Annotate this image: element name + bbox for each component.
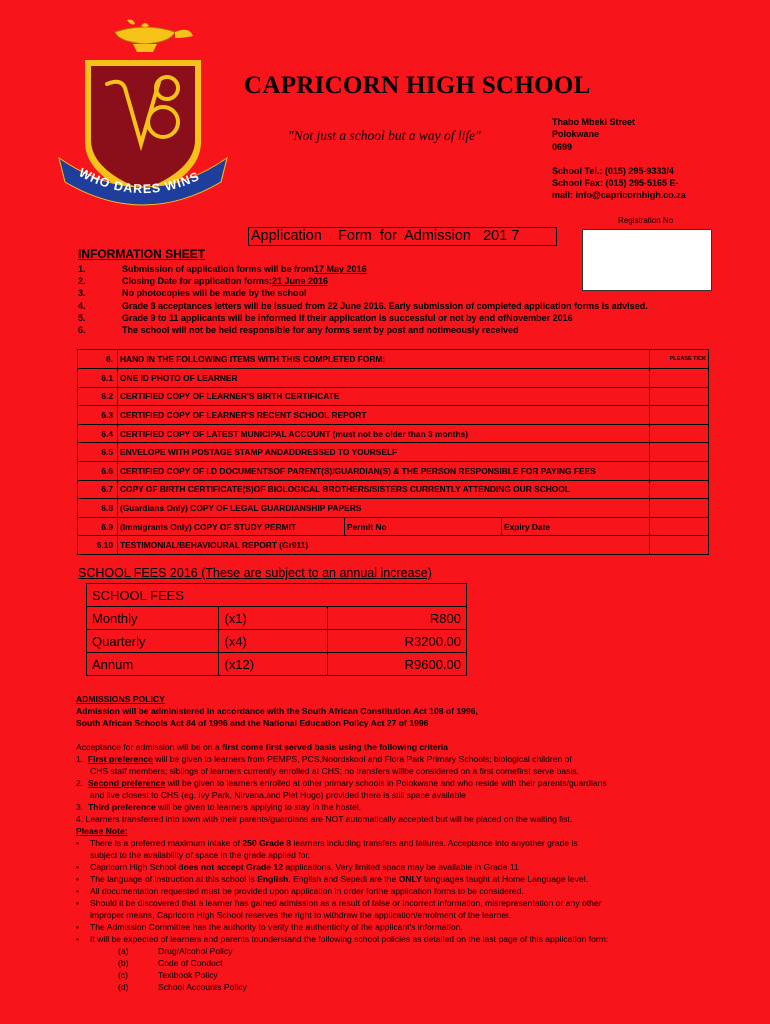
- note-text: The language of instruction at this school is: [90, 874, 258, 884]
- policy-list-item: [76, 981, 696, 993]
- row-number: 6.7: [78, 480, 118, 499]
- contact-line: School Tel.: (015) 295-9333/4: [552, 165, 674, 176]
- table-row: [78, 424, 709, 443]
- school-fees-table: [86, 583, 467, 676]
- item-text: No photocopies will be made by the school: [122, 288, 307, 299]
- policy-name: Drug/Alcohol Policy: [158, 946, 233, 956]
- table-row: [78, 443, 709, 462]
- item-text: Submission of application forms will be from: [122, 264, 315, 274]
- note-text: applications. Very limited space may be available in Grade 11: [282, 862, 519, 872]
- fee-period: Annum: [87, 653, 219, 676]
- checklist-heading: HAND IN THE FOLLOWING ITEMS WITH THIS COMPLETED FORM:: [118, 350, 650, 369]
- note-item: [76, 837, 696, 849]
- item-text: The school will not be held responsible for any forms sent by post and notimeously received: [122, 324, 519, 335]
- preference-label: Second preference: [87, 778, 166, 788]
- policy-line: Admission will be administered in accordance with the South African Constitution Act 108 of 1996,: [76, 706, 478, 716]
- table-row: [87, 607, 467, 630]
- preference-text: will be given to learners enrolled at other primary schools in Polokwane and who reside with their parents/guardians: [165, 778, 607, 788]
- tick-box[interactable]: [650, 480, 709, 499]
- fee-amount: R9600.00: [328, 653, 467, 676]
- fees-table-title: SCHOOL FEES: [87, 584, 467, 607]
- item-date: 21 June 2016: [272, 276, 329, 287]
- note-item: • The Admission Committee has the authority to verify the authenticity of the applicant's information.: [76, 921, 696, 933]
- criteria-text: Acceptance for admission will be on a: [76, 742, 223, 752]
- address-line: 0699: [552, 141, 573, 152]
- tick-column-label: PLEASE TICK: [650, 350, 709, 369]
- fee-period: Quarterly: [87, 630, 219, 653]
- preference-3: 3. Third preference will be given to learners applying to stay in the hostel.: [76, 802, 362, 812]
- list-item: [78, 301, 718, 313]
- tick-box[interactable]: [650, 443, 709, 462]
- item-number: 4.: [78, 300, 86, 311]
- table-row: [78, 350, 709, 369]
- information-sheet-heading: INFORMATION SHEET: [78, 247, 206, 261]
- item-number: 2.: [78, 276, 86, 287]
- policy-name: Textbook Policy: [158, 970, 218, 980]
- address-line: Thabo Mbeki Street: [552, 117, 636, 127]
- item-text: Grade 9 to 11 applicants will be informed if their application is successful or not by end ofNovember 2016: [122, 312, 573, 323]
- tick-box[interactable]: [650, 517, 709, 536]
- form-title: Application Form for Admission 201 7: [248, 227, 557, 246]
- policy-list-item: [76, 957, 696, 969]
- tick-box[interactable]: [650, 424, 709, 443]
- note-text: languages taught at Home Language level.: [421, 874, 588, 884]
- policy-list-item: [76, 969, 696, 981]
- list-item: [78, 264, 718, 276]
- row-number: 6.9: [78, 517, 118, 536]
- row-text: CERTIFIED COPY OF LATEST MUNICIPAL ACCOUNT (must not be older than 3 months): [118, 424, 650, 443]
- table-row: [78, 387, 709, 406]
- row-number: 6.3: [78, 406, 118, 425]
- preference-1: 1. First preference will be given to learners from PEMPS, PCS,Noordskool and Flora Park Primary Schools; biological children of: [76, 754, 572, 764]
- item-text: Closing Date for application forms:: [122, 276, 273, 287]
- row-text: (Guardians Only) COPY OF LEGAL GUARDIANSHIP PAPERS: [118, 499, 650, 518]
- preference-label: First preference: [87, 754, 153, 764]
- permit-number-field[interactable]: Permit No: [345, 517, 502, 536]
- admissions-heading: ADMISSIONS POLICY: [76, 694, 165, 704]
- contact-line: School Fax: (015) 295-5165 E-: [552, 178, 679, 189]
- tick-box[interactable]: [650, 499, 709, 518]
- row-number: 6.1: [78, 369, 118, 388]
- preference-label: Third preference: [87, 802, 156, 812]
- note-text: learners including transfers and failures. Acceptance into anyother grade is: [291, 838, 578, 848]
- note-bold: does not accept Grade 12: [178, 862, 283, 872]
- table-row: [87, 584, 467, 607]
- item-date: 17 May 2016: [314, 264, 367, 274]
- item-number: 1.: [78, 264, 86, 274]
- address-line: Polokwane: [552, 129, 600, 140]
- policy-line: South African Schools Act 84 of 1996 and the National Education Policy Act 27 of 1996: [76, 718, 429, 728]
- school-name: CAPRICORN HIGH SCHOOL: [244, 72, 591, 99]
- admissions-policy: [76, 693, 696, 993]
- tick-box[interactable]: [650, 406, 709, 425]
- tick-box[interactable]: [650, 461, 709, 480]
- row-number: 6.8: [78, 499, 118, 518]
- item-text: Grade 8 acceptances letters will be issued from 22 June 2016. Early submission of completed application forms is advised.: [122, 300, 648, 311]
- table-row: [78, 369, 709, 388]
- note-text: . English and Sepedi are the: [288, 874, 399, 884]
- fee-multiplier: (x4): [219, 630, 328, 653]
- please-note-label: Please Note:: [76, 826, 128, 836]
- table-row: [78, 406, 709, 425]
- row-text: COPY OF BIRTH CERTIFICATE(S)OF BIOLOGICAL BROTHERS/SISTERS CURRENTLY ATTENDING OUR SCHOOL: [118, 480, 650, 499]
- row-text: ONE ID PHOTO OF LEARNER: [118, 369, 650, 388]
- preference-2: 2. Second preference will be given to learners enrolled at other primary schools in Polokwane and who reside with their parents/guardians: [76, 778, 607, 788]
- list-item: [78, 288, 718, 300]
- school-address: [552, 116, 686, 202]
- table-row: [87, 653, 467, 676]
- policy-label: (a): [118, 946, 129, 956]
- preference-4: 4. Learners transferred into town with their parents/guardians are NOT automatically accepted but will be placed on the waiting list.: [76, 814, 573, 824]
- lamp-icon: [115, 20, 193, 53]
- preference-2-cont: and live closest to CHS (eg. Ivy Park, Nirvana,and Piet Hugo) provided there is still space available: [90, 790, 466, 800]
- criteria-intro: [76, 741, 696, 753]
- preference-1-cont: CHS staff members; siblings of learners currently enrolled at CHS; no transfers willbe considered on a first comefirst serve basis.: [90, 766, 579, 776]
- policy-label: (c): [118, 970, 129, 980]
- tick-box[interactable]: [650, 536, 709, 555]
- policy-list-item: [76, 945, 696, 957]
- note-text: Capricorn High School: [90, 862, 179, 872]
- note-bold: ONLY: [398, 874, 422, 884]
- fee-amount: R3200.00: [328, 630, 467, 653]
- list-item: [78, 276, 718, 288]
- note-item: • It will be expected of learners and parents tounderstand the following school policies as detailed on the last page of this application form:: [76, 933, 696, 945]
- checklist-number: 6.: [78, 350, 118, 369]
- note-item-cont: improper means, Capricorn High School reserves the right to withdraw the application/enrolment of the learner.: [90, 910, 511, 920]
- fee-multiplier: (x1): [219, 607, 328, 630]
- documents-checklist: [77, 349, 709, 555]
- item-number: 5.: [78, 312, 86, 323]
- row-text: ENVELOPE WITH POSTAGE STAMP ANDADDRESSED TO YOURSELF: [118, 443, 650, 462]
- row-number: 6.4: [78, 424, 118, 443]
- preference-text: will be given to learners from PEMPS, PCS,Noordskool and Flora Park Primary Schools; biological children of: [152, 754, 572, 764]
- school-fees-heading: SCHOOL FEES 2016 (These are subject to an annual increase): [78, 566, 432, 580]
- row-text: CERTIFIED COPY OF LEARNER'S RECENT SCHOOL REPORT: [118, 406, 650, 425]
- fee-amount: R800: [328, 607, 467, 630]
- contact-line: mail: info@capricornhigh.co.za: [552, 190, 686, 201]
- crest-banner-text: WHO DARES WINS: [76, 165, 202, 197]
- row-text: (Immigrants Only) COPY OF STUDY PERMIT: [118, 517, 345, 536]
- note-item: • All documentation requested must be provided upon application in order forthe application forms to be considered.: [76, 885, 696, 897]
- policy-name: Code of Conduct: [158, 958, 223, 968]
- school-crest-logo: [55, 16, 230, 216]
- table-row: [87, 630, 467, 653]
- preference-text: will be given to learners applying to stay in the hostel.: [155, 802, 362, 812]
- row-number: 6.10: [78, 536, 118, 555]
- table-row: [78, 499, 709, 518]
- fee-period: Monthly: [87, 607, 219, 630]
- table-row: [78, 480, 709, 499]
- note-item: [76, 873, 696, 885]
- item-number: 6.: [78, 324, 86, 335]
- row-text: CERTIFIED COPY OF I.D DOCUMENTSOF PARENT(S)/GUARDIAN(S) & THE PERSON RESPONSIBLE FOR PAYING FEES: [118, 461, 650, 480]
- registration-label: Registration No: [618, 216, 674, 225]
- fee-multiplier: (x12): [219, 653, 328, 676]
- policy-name: School Accounts Policy: [158, 982, 247, 992]
- policy-label: (b): [118, 958, 129, 968]
- row-number: 6.6: [78, 461, 118, 480]
- tick-box[interactable]: [650, 387, 709, 406]
- criteria-bold: first come first served basis using the following criteria: [222, 742, 449, 752]
- note-text: There is a preferred maximum intake of: [90, 838, 243, 848]
- school-motto: "Not just a school but a way of life": [288, 128, 481, 143]
- table-row: [78, 517, 709, 536]
- expiry-date-field[interactable]: Expiry Date: [502, 517, 650, 536]
- tick-box[interactable]: [650, 369, 709, 388]
- note-item: • Should it be discovered that a learner has gained admission as a result of false or incorrect information, misrepresentation or any other: [76, 897, 696, 909]
- row-number: 6.5: [78, 443, 118, 462]
- list-item: [78, 313, 718, 325]
- note-bold: 250 Grade 8: [242, 838, 292, 848]
- row-text: TESTIMONIAL/BEHAVIOURAL REPORT (Gr911): [118, 536, 650, 555]
- table-row: [78, 461, 709, 480]
- note-item: [76, 861, 696, 873]
- row-text: CERTIFIED COPY OF LEARNER'S BIRTH CERTIFICATE: [118, 387, 650, 406]
- policy-label: (d): [118, 982, 129, 992]
- row-number: 6.2: [78, 387, 118, 406]
- note-item-cont: subject to the availability of space in the grade applied for.: [90, 850, 311, 860]
- list-item: [78, 325, 718, 337]
- item-number: 3.: [78, 288, 86, 299]
- table-row: [78, 536, 709, 555]
- note-bold: English: [257, 874, 289, 884]
- information-list: [78, 264, 718, 337]
